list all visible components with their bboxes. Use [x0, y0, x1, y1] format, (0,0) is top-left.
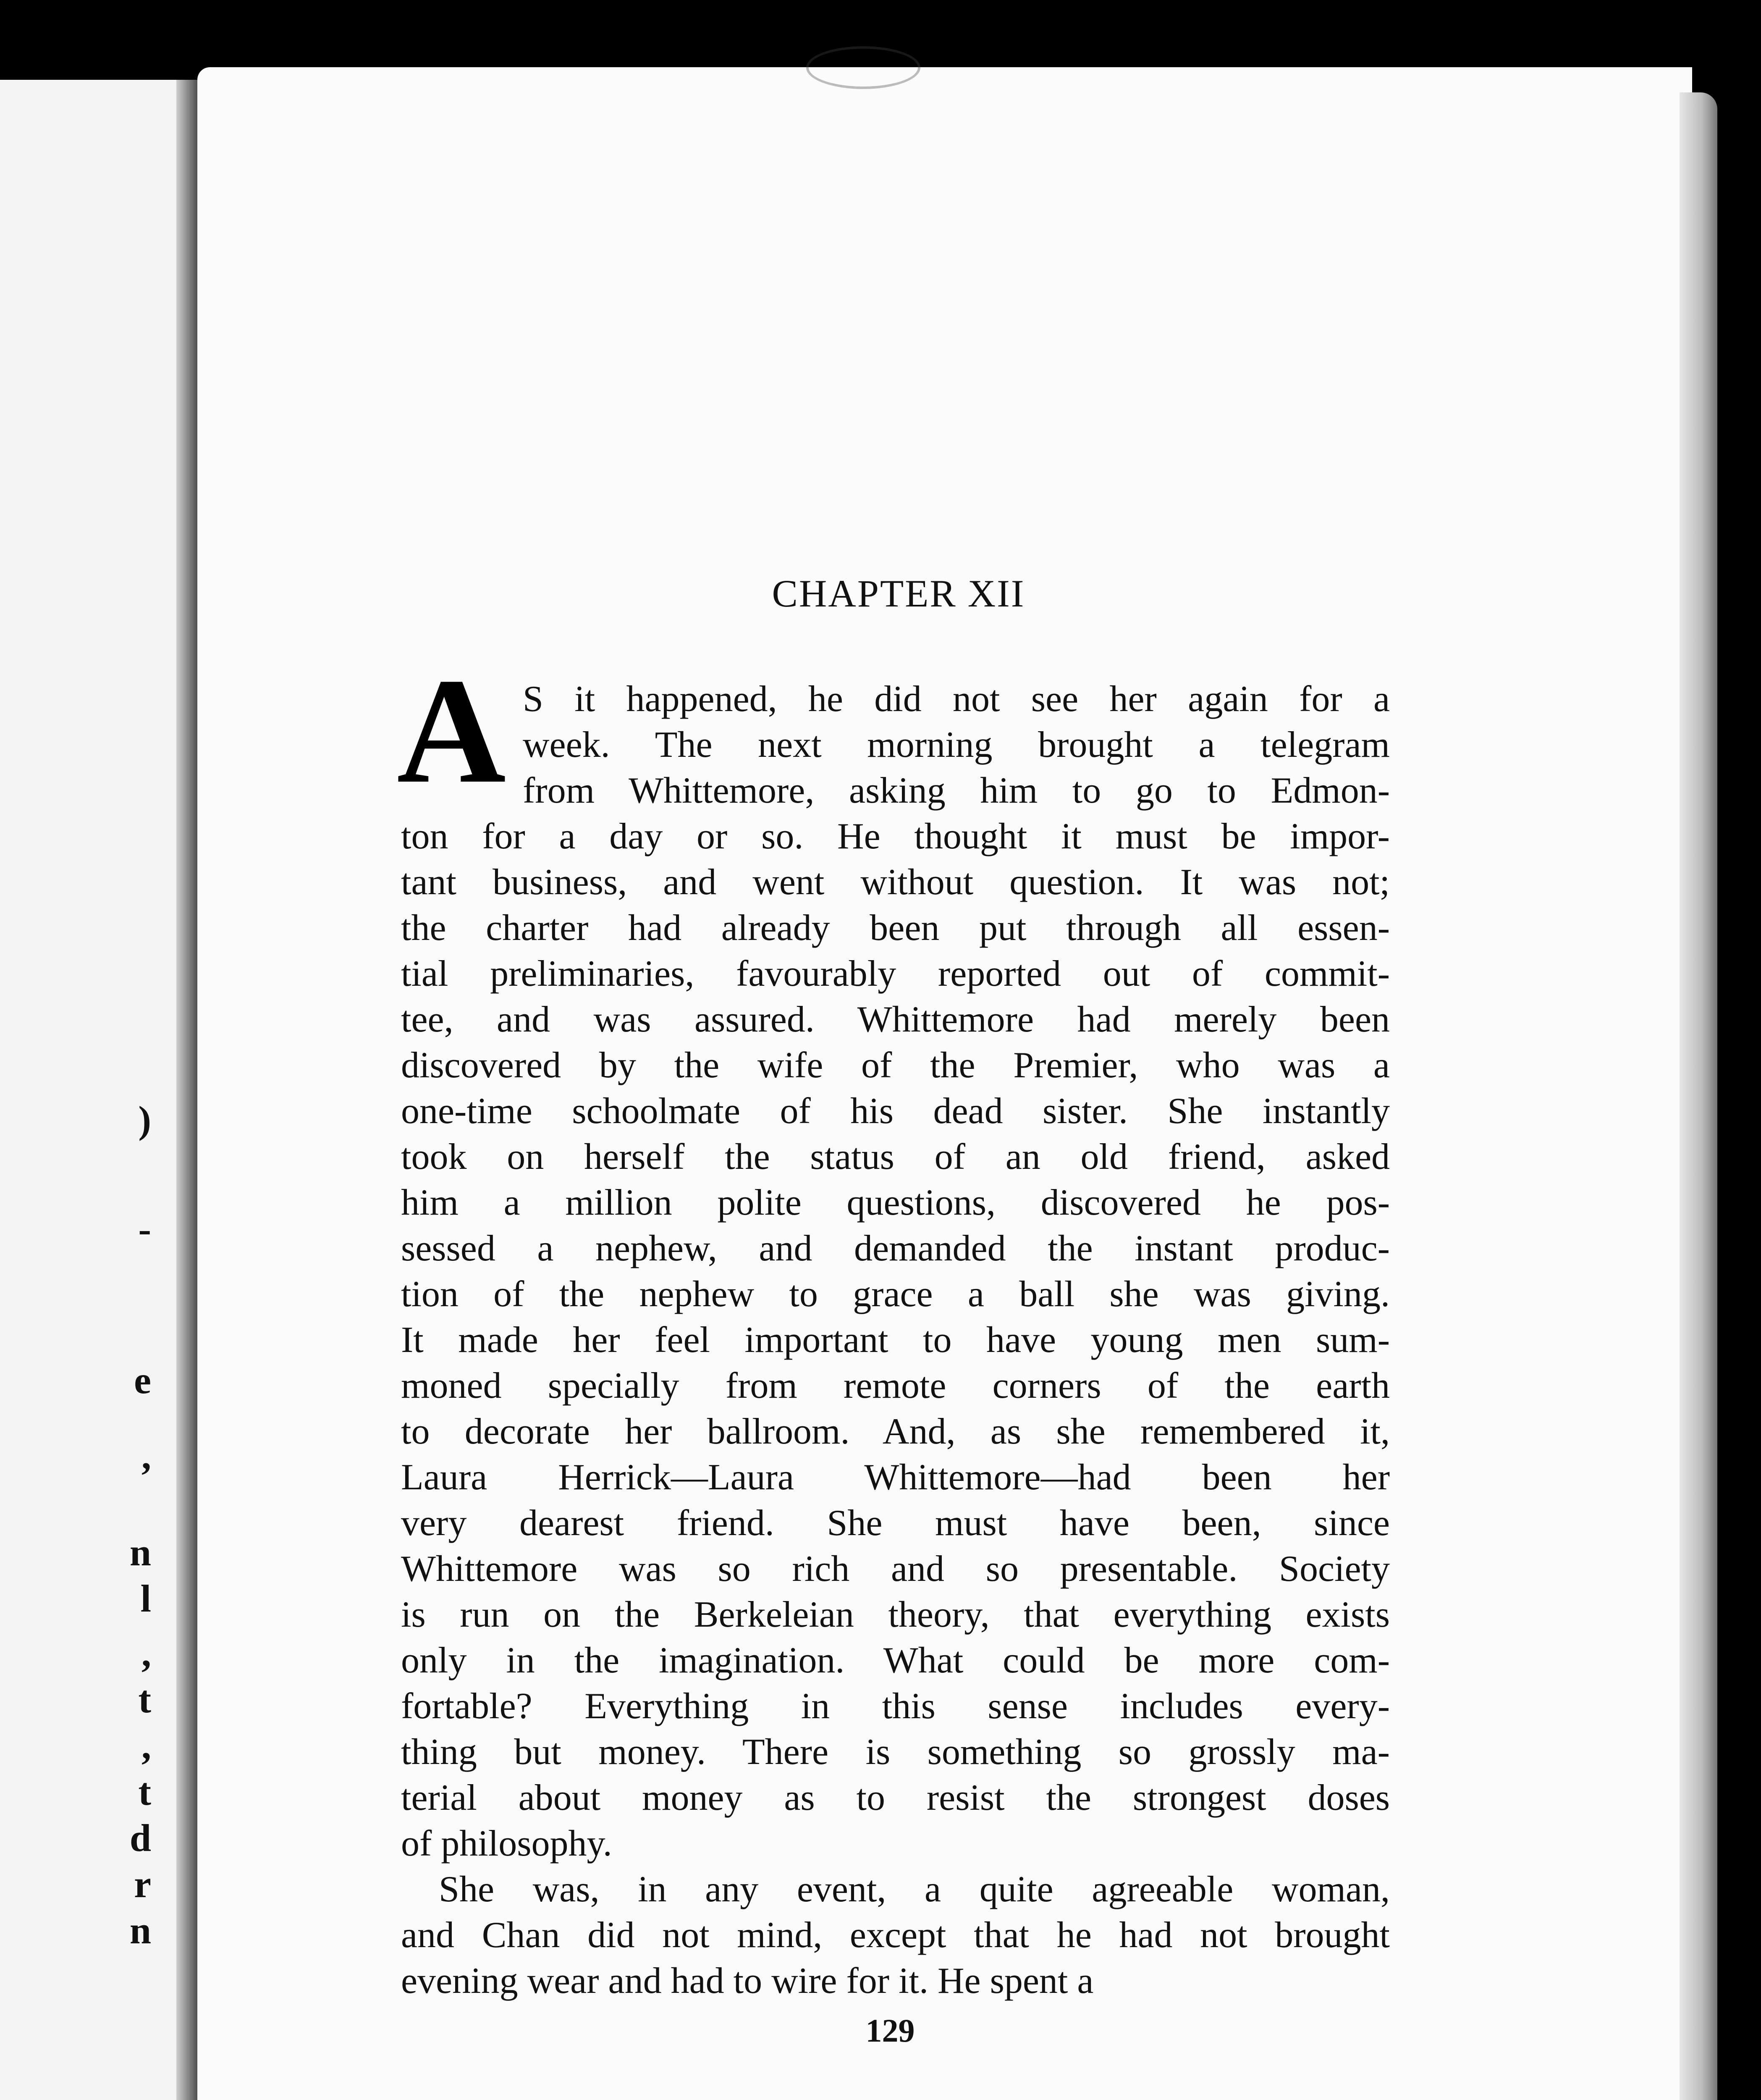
text-line: Laura Herrick—Laura Whittemore—had been her [401, 1457, 1390, 1498]
text-line: terial about money as to resist the strongest doses [401, 1777, 1390, 1818]
page-number: 129 [865, 2012, 915, 2049]
text-line: evening wear and had to wire for it. He spent a [401, 1961, 1094, 2001]
drop-cap: A [397, 647, 506, 814]
text-line: from Whittemore, asking him to go to Edmon- [523, 770, 1390, 811]
text-line: the charter had already been put through all essen- [401, 908, 1390, 948]
text-line: and Chan did not mind, except that he had not brought [401, 1915, 1390, 1956]
facing-page-fragment: , [142, 1632, 151, 1675]
text-line: tee, and was assured. Whittemore had merely been [401, 999, 1390, 1040]
text-line: discovered by the wife of the Premier, who was a [401, 1045, 1390, 1086]
text-line: to decorate her ballroom. And, as she remembered it, [401, 1411, 1390, 1452]
facing-page-fragment: n [129, 1531, 151, 1574]
text-line: moned specially from remote corners of the earth [401, 1365, 1390, 1406]
text-line: took on herself the status of an old friend, asked [401, 1137, 1390, 1177]
facing-page-fragment: , [142, 1434, 151, 1477]
text-line: tion of the nephew to grace a ball she was giving. [401, 1274, 1390, 1315]
facing-page-fragment: n [129, 1909, 151, 1952]
page-mark [806, 46, 920, 89]
facing-page-fragment: r [134, 1863, 151, 1906]
text-line: one-time schoolmate of his dead sister. She instantly [401, 1091, 1390, 1131]
text-line: S it happened, he did not see her again for a [523, 679, 1390, 719]
facing-page-fragment: d [129, 1816, 151, 1859]
facing-page-fragment: t [138, 1770, 151, 1813]
facing-page-text-fragments [0, 80, 151, 2100]
text-line: is run on the Berkeleian theory, that everything exists [401, 1594, 1390, 1635]
text-line: very dearest friend. She must have been, since [401, 1503, 1390, 1544]
text-line: ton for a day or so. He thought it must be impor- [401, 816, 1390, 857]
text-line: sessed a nephew, and demanded the instant produc- [401, 1228, 1390, 1269]
text-line: Whittemore was so rich and so presentable. Society [401, 1549, 1390, 1589]
facing-page-fragment: l [140, 1577, 151, 1620]
facing-page [0, 80, 202, 2100]
facing-page-fragment: - [138, 1208, 151, 1250]
text-line: only in the imagination. What could be more com- [401, 1640, 1390, 1681]
facing-page-fragment: e [134, 1359, 151, 1402]
text-line: of philosophy. [401, 1823, 612, 1864]
chapter-title: CHAPTER XII [772, 572, 1025, 615]
page-edge [1680, 92, 1717, 2100]
text-line: thing but money. There is something so grossly ma- [401, 1732, 1390, 1772]
text-line: fortable? Everything in this sense includes every- [401, 1686, 1390, 1727]
facing-page-fragment: , [142, 1724, 151, 1767]
text-line: week. The next morning brought a telegram [523, 724, 1390, 765]
text-line: It made her feel important to have young men sum- [401, 1320, 1390, 1360]
text-line: him a million polite questions, discovered he pos- [401, 1182, 1390, 1223]
facing-page-fragment: ) [138, 1098, 151, 1141]
text-line: tant business, and went without question. It was not; [401, 862, 1390, 903]
text-line: tial preliminaries, favourably reported out of commit- [401, 953, 1390, 994]
text-line: She was, in any event, a quite agreeable woman, [439, 1869, 1390, 1910]
facing-page-fragment: t [138, 1678, 151, 1721]
